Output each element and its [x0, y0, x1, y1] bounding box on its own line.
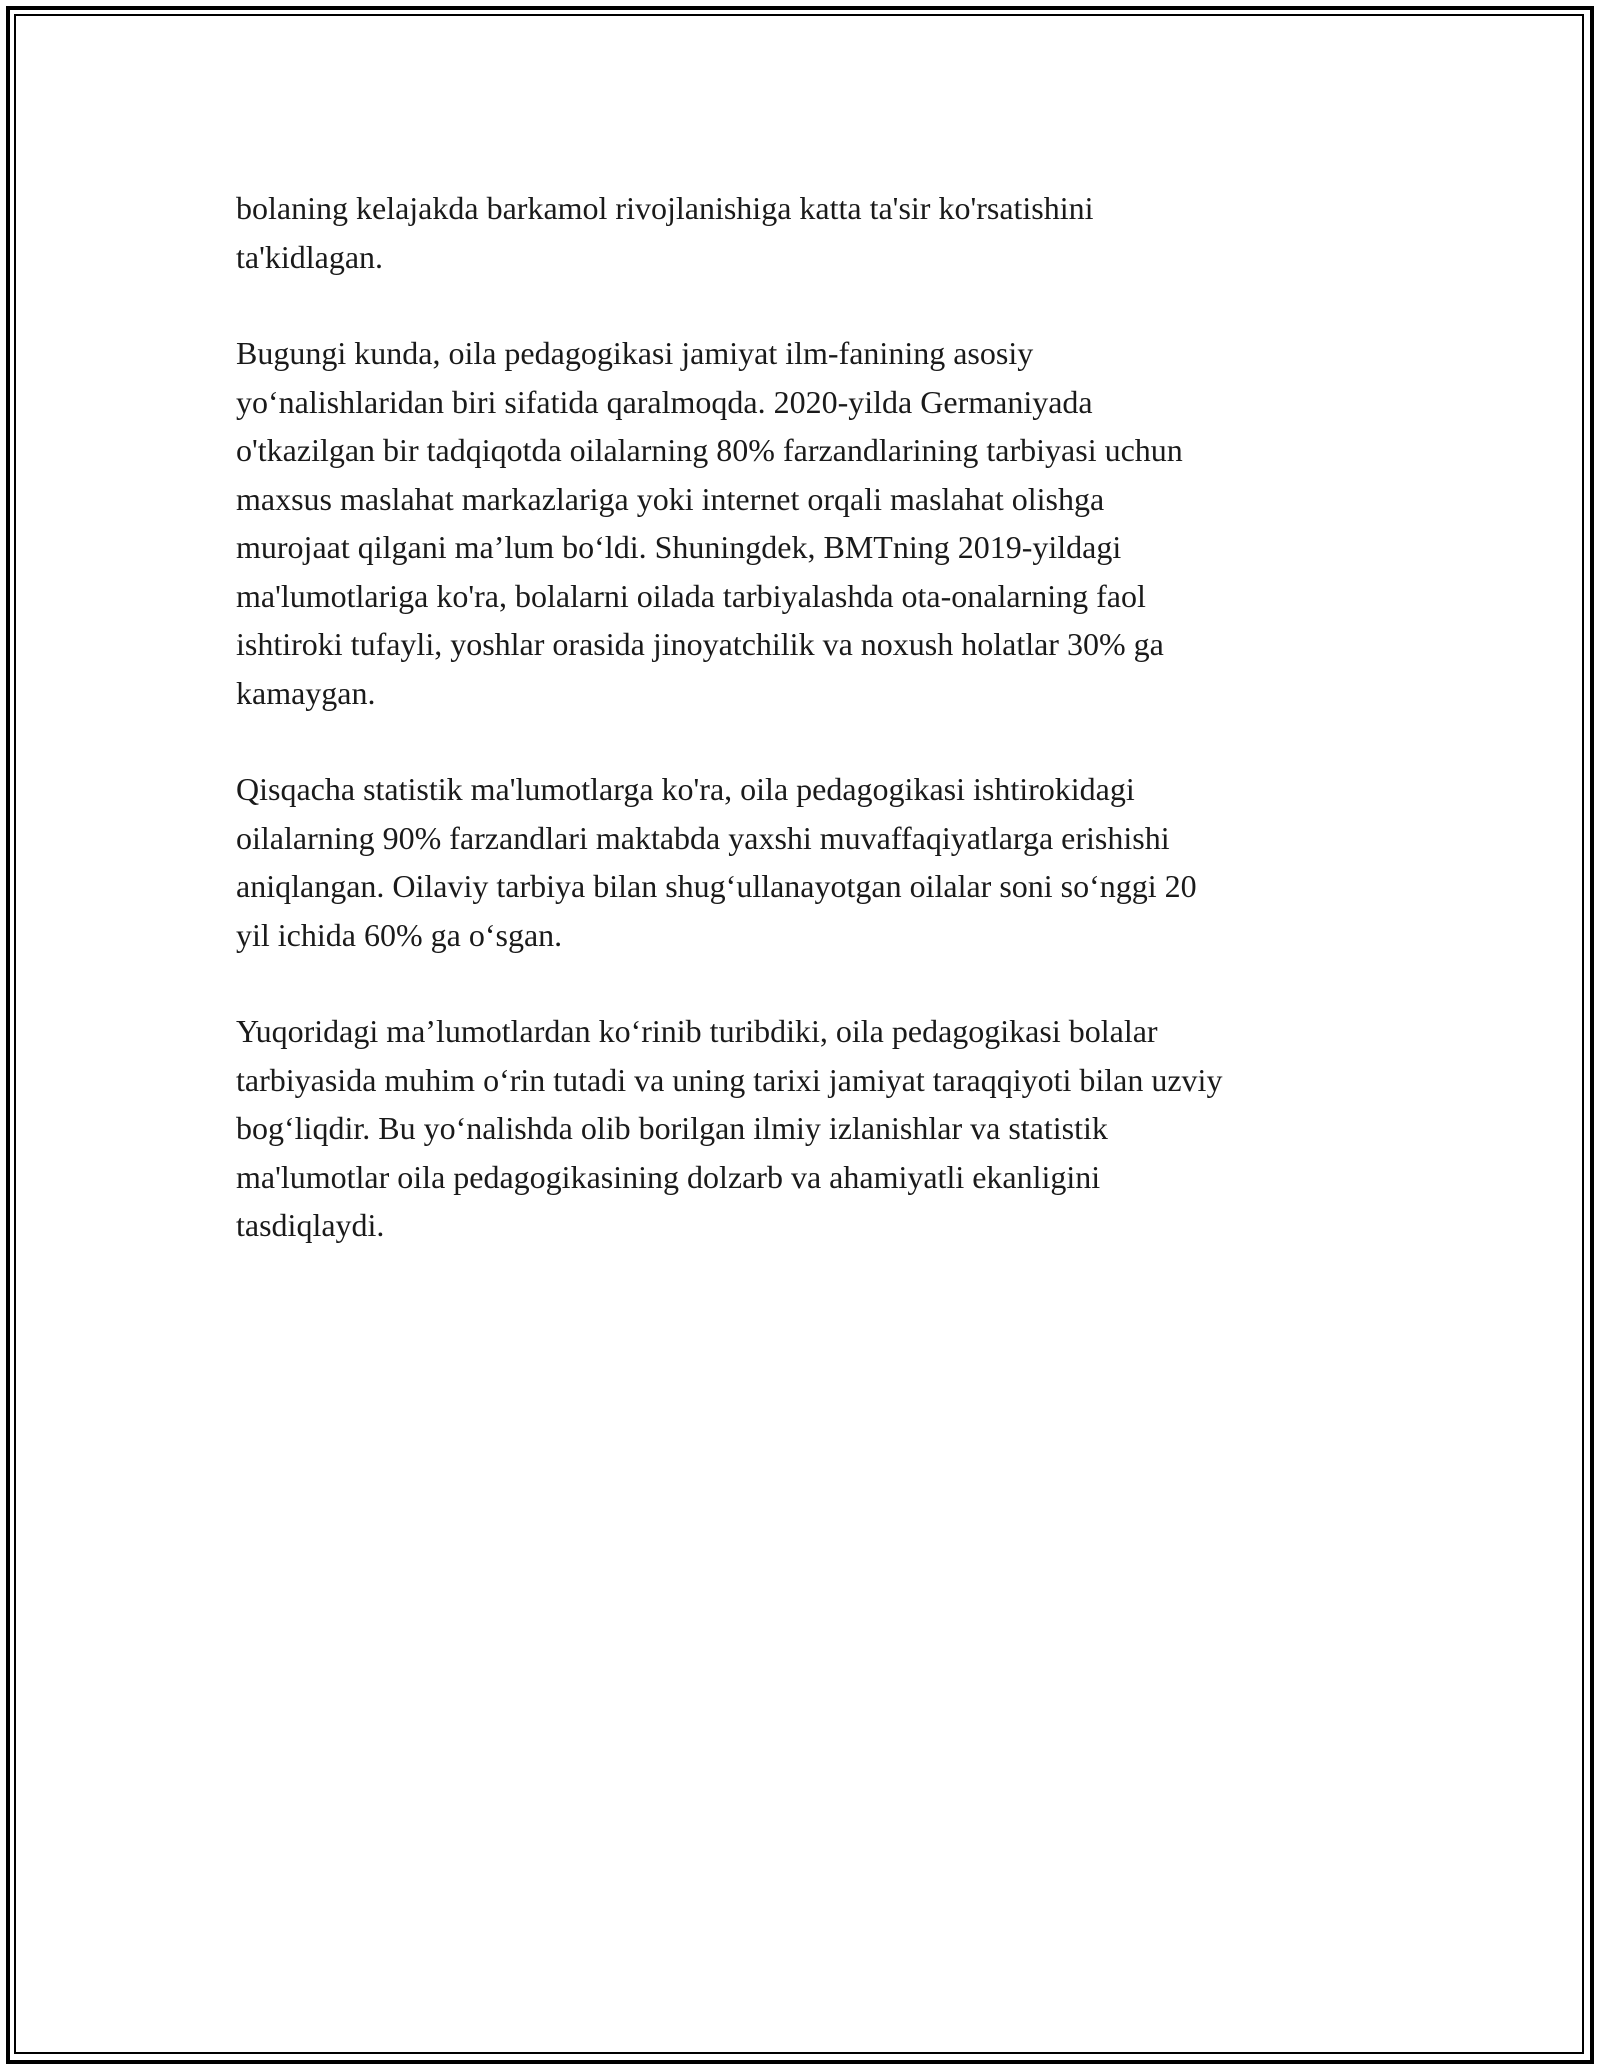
text-line: Yuqoridagi ma’lumotlardan ko‘rinib turibdiki, oila pedagogikasi bolalar [236, 1013, 1158, 1049]
text-line: bog‘liqdir. Bu yo‘nalishda olib borilgan ilmiy izlanishlar va statistik [236, 1110, 1108, 1146]
paragraph-3 [236, 765, 1416, 959]
paragraph-4 [236, 1007, 1416, 1250]
text-line: oilalarning 90% farzandlari maktabda yaxshi muvaffaqiyatlarga erishishi [236, 819, 1170, 856]
text-line: bolaning kelajakda barkamol rivojlanishiga katta ta'sir ko'rsatishini [236, 190, 1094, 226]
text-line: ishtiroki tufayli, yoshlar orasida jinoyatchilik va noxush holatlar 30% ga [236, 626, 1164, 662]
text-line: yo‘nalishlaridan biri sifatida qaralmoqda. 2020-yilda Germaniyada [236, 383, 1093, 420]
text-line: Bugungi kunda, oila pedagogikasi jamiyat ilm-fanining asosiy [236, 335, 1034, 371]
text-line: kamaygan. [236, 674, 376, 711]
text-line: o'tkazilgan bir tadqiqotda oilalarning 80% farzandlarining tarbiyasi uchun [236, 432, 1183, 468]
text-line: murojaat qilgani ma’lum bo‘ldi. Shuningdek, BMTning 2019-yildagi [236, 529, 1122, 565]
text-line: ma'lumotlar oila pedagogikasining dolzarb va ahamiyatli ekanligini [236, 1158, 1101, 1195]
text-line: Qisqacha statistik ma'lumotlarga ko'ra, oila pedagogikasi ishtirokidagi [236, 771, 1135, 807]
text-line: aniqlangan. Oilaviy tarbiya bilan shug‘ullanayotgan oilalar soni so‘nggi 20 [236, 868, 1197, 904]
text-line: ma'lumotlariga ko'ra, bolalarni oilada tarbiyalashda ota-onalarning faol [236, 577, 1146, 614]
text-line: maxsus maslahat markazlariga yoki internet orqali maslahat olishga [236, 480, 1105, 517]
paragraph-2 [236, 329, 1416, 717]
text-line: ta'kidlagan. [236, 238, 384, 275]
text-line: tarbiyasida muhim o‘rin tutadi va uning tarixi jamiyat taraqqiyoti bilan uzviy [236, 1061, 1223, 1098]
text-line: tasdiqlaydi. [236, 1207, 385, 1243]
paragraph-1 [236, 184, 1416, 281]
document-body [236, 184, 1416, 1298]
text-line: yil ichida 60% ga o‘sgan. [236, 916, 563, 953]
